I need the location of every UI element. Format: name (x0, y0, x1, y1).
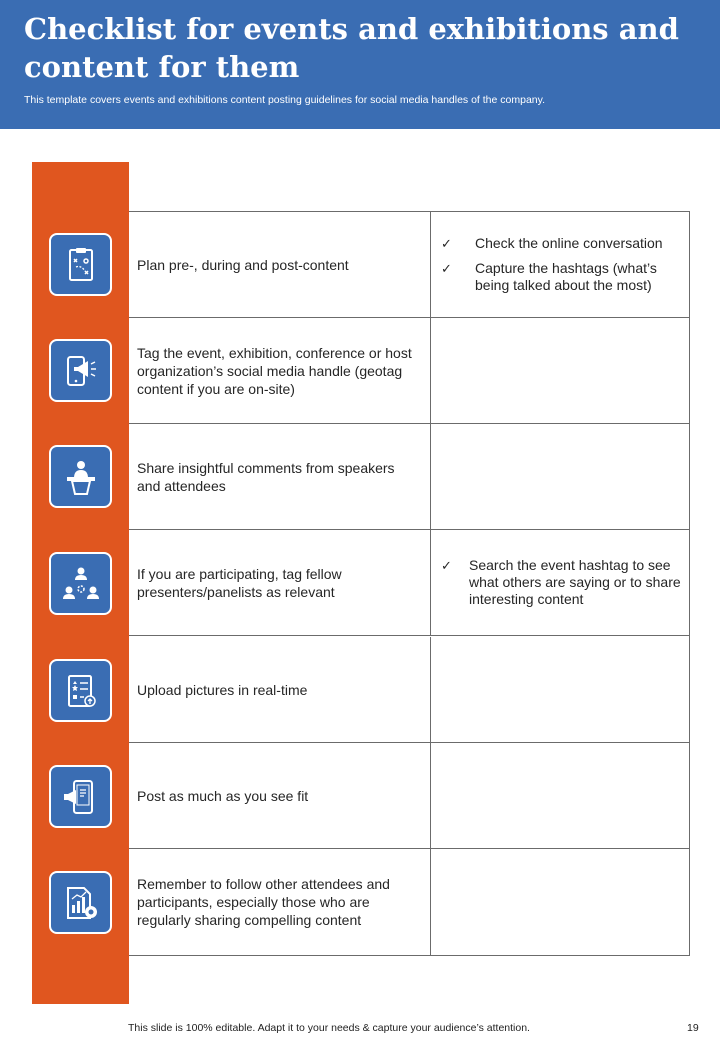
footer-note: This slide is 100% editable. Adapt it to your needs & capture your audience’s attention. (128, 1022, 530, 1034)
checkmark-icon: ✓ (441, 261, 452, 276)
team-network-icon (49, 552, 112, 615)
check-item (441, 235, 681, 252)
task-text: Share insightful comments from speakers and attendees (137, 459, 395, 494)
task-text: Tag the event, exhibition, conference or host organization’s social media handle (geotag content if you are on-site) (137, 344, 412, 397)
checklist-cell (431, 849, 689, 955)
report-settings-icon (49, 871, 112, 934)
header-banner (0, 0, 720, 129)
task-cell (129, 743, 431, 848)
task-cell (129, 212, 431, 317)
page-title: Checklist for events and exhibitions and content for them (24, 12, 679, 84)
speaker-podium-icon (49, 445, 112, 508)
page-number: 19 (687, 1022, 699, 1034)
table-row (129, 318, 689, 424)
table-row (129, 212, 689, 318)
task-cell (129, 318, 431, 423)
task-cell (129, 637, 431, 742)
task-cell (129, 849, 431, 955)
task-text: Post as much as you see fit (137, 787, 309, 804)
task-cell (129, 424, 431, 529)
mobile-announcement-icon (49, 765, 112, 828)
task-text: If you are participating, tag fellow presenters/panelists as relevant (137, 565, 342, 600)
table-row (129, 849, 689, 955)
checklist-table (129, 211, 690, 956)
task-text: Remember to follow other attendees and participants, especially those who are regularly sharing compelling content (137, 876, 390, 928)
checklist-cell (431, 424, 689, 529)
checklist-cell (431, 637, 689, 742)
document-upload-icon (49, 659, 112, 722)
footer (0, 1022, 720, 1038)
checkmark-icon: ✓ (441, 558, 452, 573)
checklist-cell (431, 318, 689, 423)
check-item (441, 557, 681, 608)
task-text: Plan pre-, during and post-content (137, 256, 349, 273)
table-row (129, 530, 689, 636)
task-cell (129, 530, 431, 635)
checklist-cell (431, 743, 689, 848)
check-item-text: Capture the hashtags (what’s being talked about the most) (475, 260, 657, 293)
checklist-cell (431, 212, 689, 317)
mobile-megaphone-icon (49, 339, 112, 402)
table-row (129, 743, 689, 849)
check-item-text: Check the online conversation (475, 235, 663, 251)
checklist-cell (431, 530, 689, 635)
table-row (129, 637, 689, 743)
task-text: Upload pictures in real-time (137, 681, 308, 698)
table-row (129, 424, 689, 530)
clipboard-strategy-icon (49, 233, 112, 296)
checkmark-icon: ✓ (441, 236, 452, 251)
check-item-text: Search the event hashtag to see what others are saying or to share interesting content (469, 557, 681, 607)
check-item (441, 260, 681, 294)
page-subtitle: This template covers events and exhibitions content posting guidelines for social media handles of the company. (24, 94, 546, 106)
